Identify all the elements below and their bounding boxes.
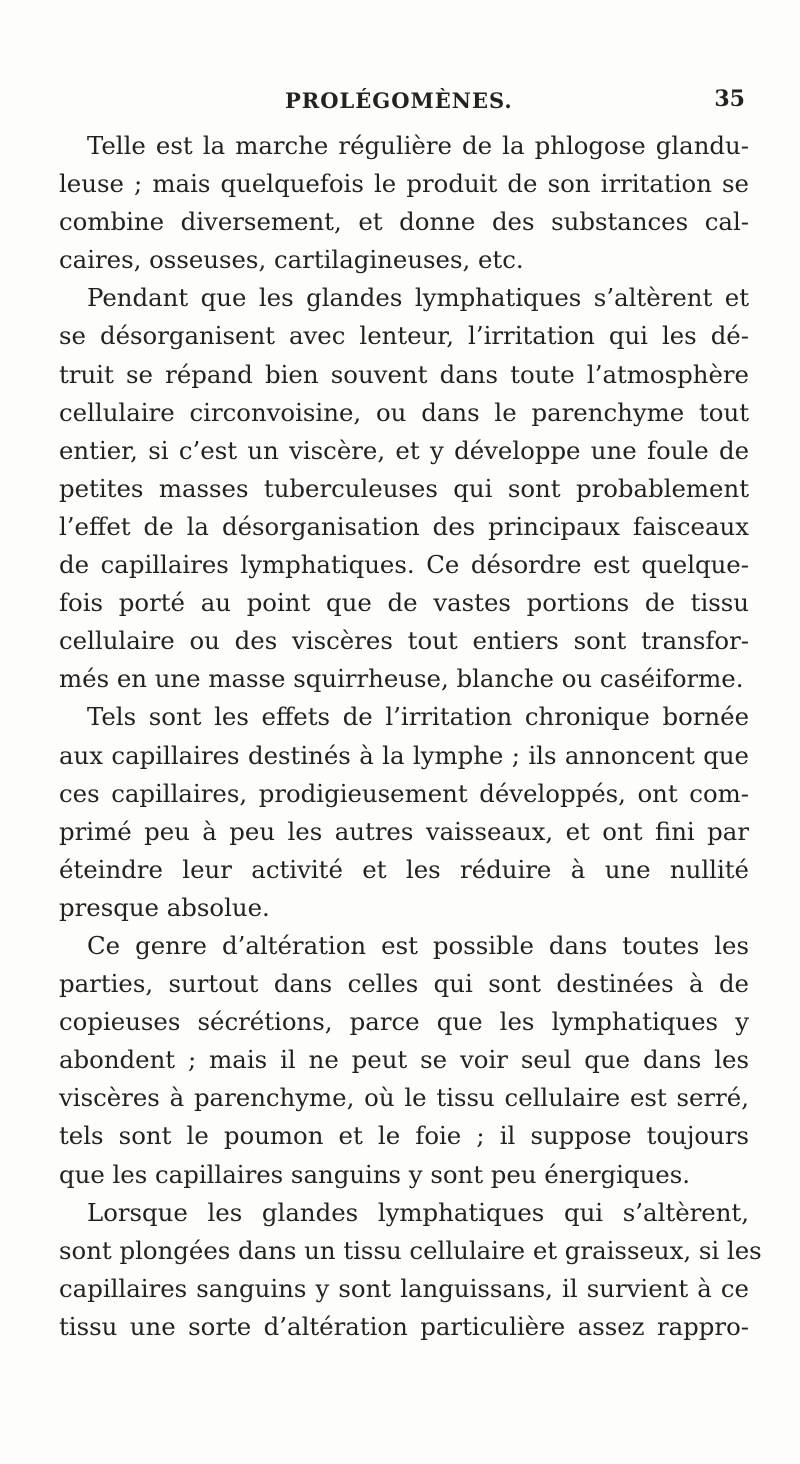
text-line: primé peu à peu les autres vaisseaux, et ont fini par xyxy=(59,816,749,846)
text-line: copieuses sécrétions, parce que les lymphatiques y xyxy=(59,1007,749,1037)
text-line: cellulaire ou des viscères tout entiers sont transfor- xyxy=(59,626,749,656)
text-line: l’effet de la désorganisation des principaux faisceaux xyxy=(59,511,749,541)
text-line: Tels sont les effets de l’irritation chronique bornée xyxy=(87,702,749,732)
text-line: capillaires sanguins y sont languissans, il survient à ce xyxy=(59,1273,749,1303)
text-line: tels sont le poumon et le foie ; il suppose toujours xyxy=(59,1121,749,1151)
text-line: aux capillaires destinés à la lymphe ; ils annoncent que xyxy=(59,740,749,770)
text-line: presque absolue. xyxy=(59,892,270,922)
text-line: abondent ; mais il ne peut se voir seul que dans les xyxy=(59,1045,749,1075)
text-line: ces capillaires, prodigieusement développés, ont com- xyxy=(59,778,749,808)
body-text xyxy=(59,127,762,1346)
text-line: cellulaire circonvoisine, ou dans le parenchyme tout xyxy=(59,397,749,427)
text-line: entier, si c’est un viscère, et y développe une foule de xyxy=(59,435,749,465)
text-line: combine diversement, et donne des substances cal- xyxy=(59,207,749,237)
text-line: que les capillaires sanguins y sont peu énergiques. xyxy=(59,1159,690,1189)
page-number: 35 xyxy=(714,86,745,112)
text-line: de capillaires lymphatiques. Ce désordre est quelque- xyxy=(59,550,749,580)
running-title: PROLÉGOMÈNES. xyxy=(285,88,513,113)
text-line: éteindre leur activité et les réduire à une nullité xyxy=(59,854,749,884)
running-head xyxy=(285,88,745,118)
text-line: sont plongées dans un tissu cellulaire et graisseux, si les xyxy=(59,1235,762,1265)
text-line: Telle est la marche régulière de la phlogose glandu- xyxy=(87,131,749,160)
text-line: truit se répand bien souvent dans toute l’atmosphère xyxy=(59,359,749,389)
text-line: fois porté au point que de vastes portions de tissu xyxy=(59,588,749,618)
text-line: petites masses tuberculeuses qui sont probablement xyxy=(59,473,749,503)
text-line: Ce genre d’altération est possible dans toutes les xyxy=(87,930,749,960)
text-line: viscères à parenchyme, où le tissu cellulaire est serré, xyxy=(59,1083,749,1113)
text-line: Lorsque les glandes lymphatiques qui s’altèrent, xyxy=(87,1197,749,1227)
text-line: més en une masse squirrheuse, blanche ou caséiforme. xyxy=(59,664,744,694)
text-line: tissu une sorte d’altération particulière assez rappro- xyxy=(59,1311,749,1341)
text-line: caires, osseuses, cartilagineuses, etc. xyxy=(59,245,524,275)
text-line: se désorganisent avec lenteur, l’irritation qui les dé- xyxy=(59,321,749,351)
text-line: Pendant que les glandes lymphatiques s’altèrent et xyxy=(87,283,749,313)
text-line: parties, surtout dans celles qui sont destinées à de xyxy=(59,969,749,999)
text-line: leuse ; mais quelquefois le produit de son irritation se xyxy=(59,169,749,199)
